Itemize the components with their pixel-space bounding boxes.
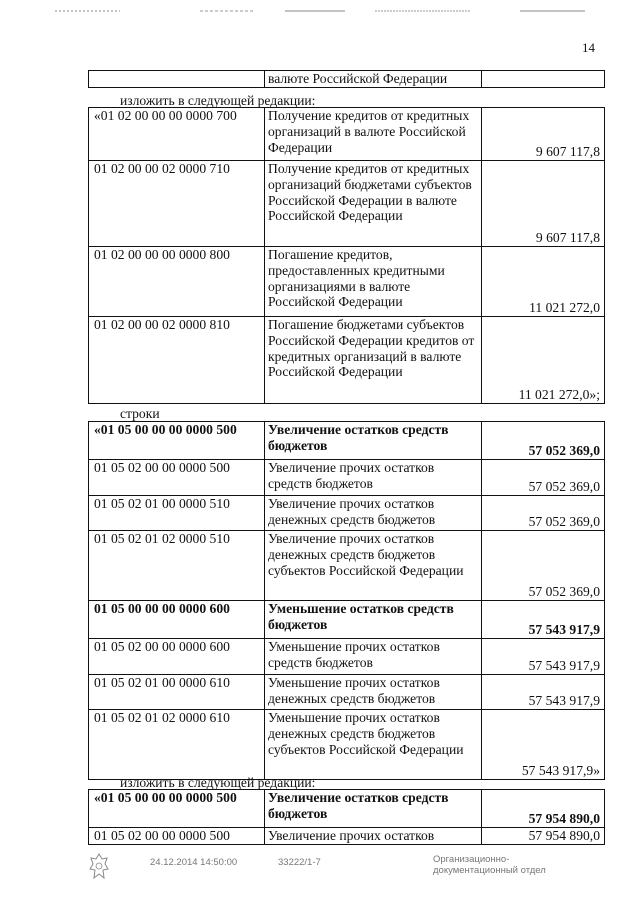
row-code: 01 05 02 00 00 0000 600 <box>89 639 265 675</box>
scan-top-edge-marks <box>0 8 640 14</box>
footer-timestamp: 24.12.2014 14:50:00 <box>150 857 238 868</box>
row-value: 57 543 917,9 <box>482 675 605 710</box>
table-credits <box>88 107 605 404</box>
paragraph-instruction: изложить в следующей редакции: <box>120 93 316 108</box>
row-code <box>89 71 265 88</box>
row-name: Увеличение прочих остатков денежных средств бюджетов субъектов Российской Федерации <box>265 531 482 601</box>
footer-org-line-1: Организационно- <box>433 854 510 865</box>
row-name: Уменьшение остатков средств бюджетов <box>265 601 482 639</box>
table-row <box>89 601 605 639</box>
row-name: валюте Российской Федерации <box>265 71 482 88</box>
footer-org-line-2: документационный отдел <box>433 865 546 876</box>
row-name: Увеличение прочих остатков денежных средств бюджетов <box>265 496 482 531</box>
footer-doc-id: 33222/1-7 <box>278 857 321 868</box>
table-row <box>89 108 605 161</box>
row-code: «01 02 00 00 00 0000 700 <box>89 108 265 161</box>
row-code: 01 05 00 00 00 0000 600 <box>89 601 265 639</box>
row-code: 01 02 00 00 02 0000 810 <box>89 317 265 404</box>
row-value: 57 052 369,0 <box>482 460 605 496</box>
table-row <box>89 531 605 601</box>
row-code: «01 05 00 00 00 0000 500 <box>89 790 265 828</box>
page-number: 14 <box>582 40 595 55</box>
table-row <box>89 317 605 404</box>
row-code: 01 02 00 00 00 0000 800 <box>89 247 265 317</box>
table-row <box>89 828 605 845</box>
table-row <box>89 460 605 496</box>
row-code: 01 05 02 01 02 0000 510 <box>89 531 265 601</box>
paragraph-rows-label: строки <box>120 406 160 421</box>
row-code: 01 05 02 00 00 0000 500 <box>89 828 265 845</box>
row-name: Уменьшение прочих остатков денежных средств бюджетов <box>265 675 482 710</box>
row-value: 9 607 117,8 <box>482 161 605 247</box>
table-row <box>89 710 605 780</box>
table-row <box>89 496 605 531</box>
row-name: Уменьшение прочих остатков денежных средств бюджетов субъектов Российской Федерации <box>265 710 482 780</box>
row-code: 01 02 00 00 02 0000 710 <box>89 161 265 247</box>
row-name: Получение кредитов от кредитных организаций в валюте Российской Федерации <box>265 108 482 161</box>
table-row <box>89 71 605 88</box>
coat-of-arms-icon <box>88 852 110 882</box>
table-row <box>89 247 605 317</box>
row-value: 57 954 890,0 <box>482 828 605 845</box>
table-row <box>89 639 605 675</box>
row-value: 57 543 917,9 <box>482 639 605 675</box>
row-code: 01 05 02 00 00 0000 500 <box>89 460 265 496</box>
row-value: 57 543 917,9» <box>482 710 605 780</box>
footer <box>88 852 608 892</box>
row-name: Увеличение остатков средств бюджетов <box>265 790 482 828</box>
row-code: «01 05 00 00 00 0000 500 <box>89 422 265 460</box>
table-budget-balances-new <box>88 789 605 845</box>
row-value: 11 021 272,0»; <box>482 317 605 404</box>
row-name: Увеличение прочих остатков средств бюджетов <box>265 460 482 496</box>
row-name: Погашение кредитов, предоставленных кредитными организациями в валюте Российской Федерации <box>265 247 482 317</box>
row-code: 01 05 02 01 02 0000 610 <box>89 710 265 780</box>
row-value: 57 052 369,0 <box>482 422 605 460</box>
table-top-fragment <box>88 70 605 88</box>
row-value: 57 543 917,9 <box>482 601 605 639</box>
table-row <box>89 161 605 247</box>
row-name: Погашение бюджетами субъектов Российской Федерации кредитов от кредитных организаций в валюте Российской Федерации <box>265 317 482 404</box>
paragraph-instruction-2: изложить в следующей редакции: <box>120 775 316 790</box>
row-code: 01 05 02 01 00 0000 610 <box>89 675 265 710</box>
row-value: 9 607 117,8 <box>482 108 605 161</box>
row-name: Увеличение остатков средств бюджетов <box>265 422 482 460</box>
row-value: 57 052 369,0 <box>482 531 605 601</box>
row-value: 11 021 272,0 <box>482 247 605 317</box>
row-value <box>482 71 605 88</box>
table-row <box>89 675 605 710</box>
row-code: 01 05 02 01 00 0000 510 <box>89 496 265 531</box>
footer-org-stamp <box>433 854 546 876</box>
table-row <box>89 790 605 828</box>
table-budget-balances <box>88 421 605 780</box>
row-value: 57 954 890,0 <box>482 790 605 828</box>
row-value: 57 052 369,0 <box>482 496 605 531</box>
row-name: Уменьшение прочих остатков средств бюджетов <box>265 639 482 675</box>
row-name: Увеличение прочих остатков <box>265 828 482 845</box>
row-name: Получение кредитов от кредитных организаций бюджетами субъектов Российской Федерации в валюте Российской Федерации <box>265 161 482 247</box>
table-row <box>89 422 605 460</box>
